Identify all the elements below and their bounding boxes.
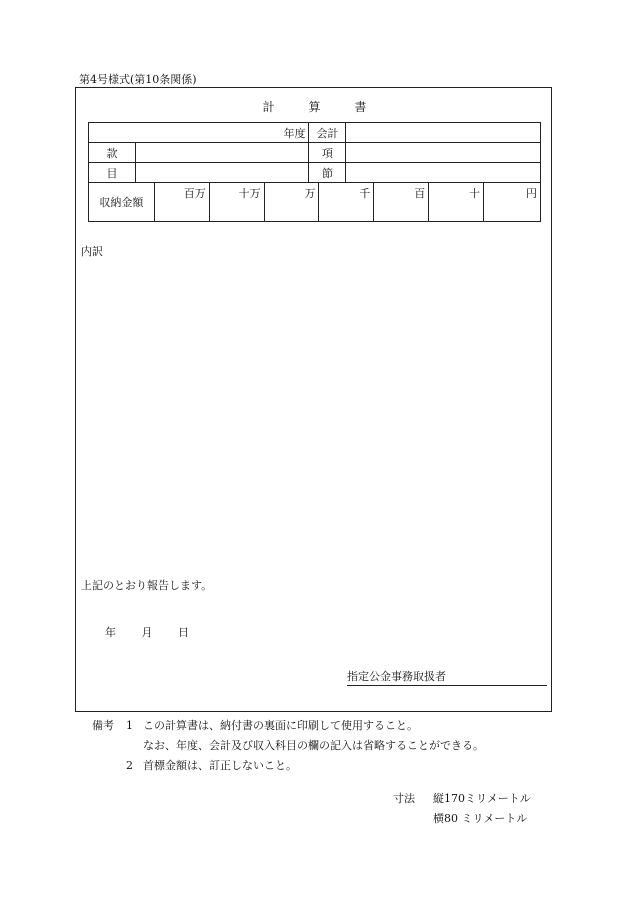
dimensions-label: 寸法: [393, 792, 415, 805]
amount-unit-cell[interactable]: 千: [319, 183, 374, 222]
title-char: 計: [262, 100, 276, 114]
breakdown-label: 内訳: [81, 245, 103, 258]
amount-unit-cell[interactable]: 十: [429, 183, 484, 222]
document-title: [0, 98, 630, 115]
moku-label: 目: [89, 163, 136, 183]
dimension-width: 横80 ミリメートル: [433, 812, 528, 825]
kou-label: 項: [309, 143, 346, 163]
notes-label: 備考: [92, 719, 114, 732]
kan-field[interactable]: [135, 143, 309, 163]
fiscal-year-label: 年度: [89, 123, 309, 143]
date-month-label: 月: [141, 626, 153, 639]
amount-unit-cell[interactable]: 十万: [209, 183, 264, 222]
note-number: 1: [126, 719, 133, 732]
amount-unit-cell[interactable]: 百万: [154, 183, 209, 222]
dimension-height: 縦170ミリメートル: [433, 792, 531, 805]
form-header: 第4号様式(第10条関係): [79, 73, 197, 86]
kou-field[interactable]: [346, 143, 541, 163]
amount-unit-cell[interactable]: 百: [374, 183, 429, 222]
amount-unit-cell[interactable]: 円: [484, 183, 541, 222]
note-number: 2: [126, 759, 133, 772]
report-statement: 上記のとおり報告します。: [81, 579, 213, 592]
title-char: 書: [354, 100, 368, 114]
amount-label: 収納金額: [89, 183, 155, 222]
note-text: 首標金額は、訂正しないこと。: [143, 759, 297, 772]
notes-section: [92, 716, 484, 776]
account-field[interactable]: [346, 123, 541, 143]
amount-unit-cell[interactable]: 万: [264, 183, 319, 222]
moku-field[interactable]: [135, 163, 309, 183]
title-char: 算: [308, 100, 322, 114]
account-label: 会計: [309, 123, 346, 143]
note-text: なお、年度、会計及び収入科目の欄の記入は省略することができる。: [143, 739, 484, 752]
dimensions: [393, 789, 531, 829]
date-line: [105, 624, 211, 640]
date-year-label: 年: [105, 626, 116, 639]
kan-label: 款: [89, 143, 136, 163]
signer-label: 指定公金事務取扱者: [347, 668, 547, 686]
setsu-field[interactable]: [346, 163, 541, 183]
date-day-label: 日: [178, 626, 189, 639]
note-text: この計算書は、納付書の裏面に印刷して使用すること。: [143, 719, 418, 732]
setsu-label: 節: [309, 163, 346, 183]
calculation-table: [88, 122, 541, 222]
